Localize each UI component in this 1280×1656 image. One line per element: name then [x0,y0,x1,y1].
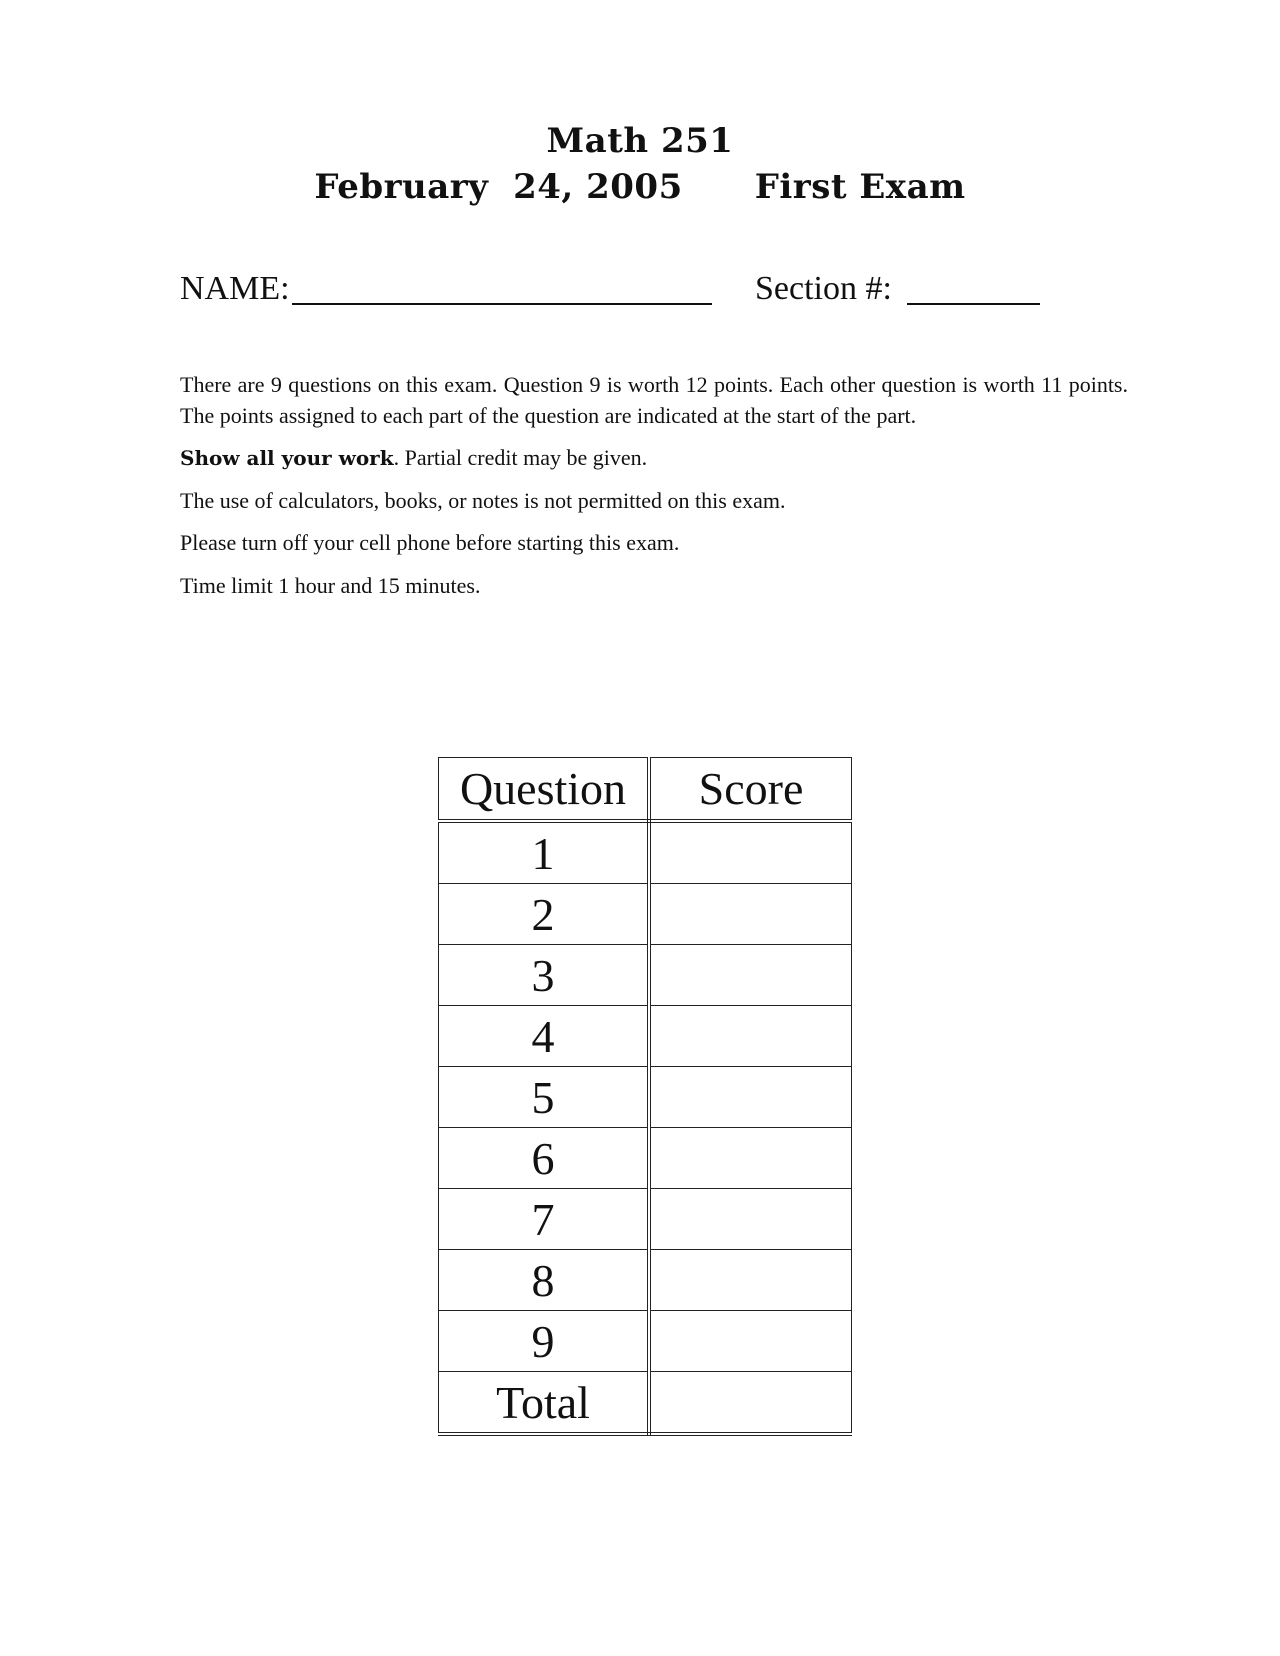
total-score-cell[interactable] [649,1372,852,1435]
name-blank-line[interactable] [292,303,712,305]
score-cell[interactable] [649,1006,852,1067]
table-row [439,945,852,1006]
table-row [439,1250,852,1311]
header-line-2 [0,164,1280,210]
exam-header [0,118,1280,210]
show-work-bold: Show all your work [180,446,394,470]
course-title: Math 251 [546,121,734,161]
score-cell[interactable] [649,1067,852,1128]
section-blank-line[interactable] [907,303,1040,305]
table-row [439,1189,852,1250]
score-cell[interactable] [649,1311,852,1372]
question-number-cell: 1 [439,821,650,884]
exam-title: First Exam [754,167,966,207]
table-row [439,1311,852,1372]
total-label-cell: Total [439,1372,650,1435]
table-row [439,821,852,884]
instructions-time: Time limit 1 hour and 15 minutes. [180,572,481,598]
show-work-rest: . Partial credit may be given. [393,445,648,470]
instructions-show-work [180,443,1128,474]
question-number-cell: 6 [439,1128,650,1189]
table-row [439,1128,852,1189]
score-cell[interactable] [649,821,852,884]
instructions-intro: There are 9 questions on this exam. Question 9 is worth 12 points. Each other question is worth 11 points. The points assigned to each part of the question are indicated at the start of the part. [180,372,1128,428]
table-row-total [439,1372,852,1435]
score-table-header-row [439,758,852,822]
instructions-calculators: The use of calculators, books, or notes is not permitted on this exam. [180,487,786,513]
question-number-cell: 9 [439,1311,650,1372]
score-table [438,757,852,1436]
exam-date: February 24, 2005 [314,167,683,207]
score-cell[interactable] [649,1128,852,1189]
section-label: Section #: [755,270,892,307]
score-cell[interactable] [649,884,852,945]
table-row [439,1006,852,1067]
name-label: NAME: [180,270,290,307]
table-row [439,884,852,945]
column-header-score: Score [649,758,852,822]
question-number-cell: 7 [439,1189,650,1250]
score-cell[interactable] [649,1189,852,1250]
question-number-cell: 5 [439,1067,650,1128]
score-cell[interactable] [649,945,852,1006]
question-number-cell: 3 [439,945,650,1006]
table-row [439,1067,852,1128]
question-number-cell: 4 [439,1006,650,1067]
question-number-cell: 8 [439,1250,650,1311]
instructions-phone: Please turn off your cell phone before starting this exam. [180,530,680,555]
score-cell[interactable] [649,1250,852,1311]
name-section-row [180,270,1080,318]
instructions [180,370,1128,613]
column-header-question: Question [439,758,650,822]
question-number-cell: 2 [439,884,650,945]
